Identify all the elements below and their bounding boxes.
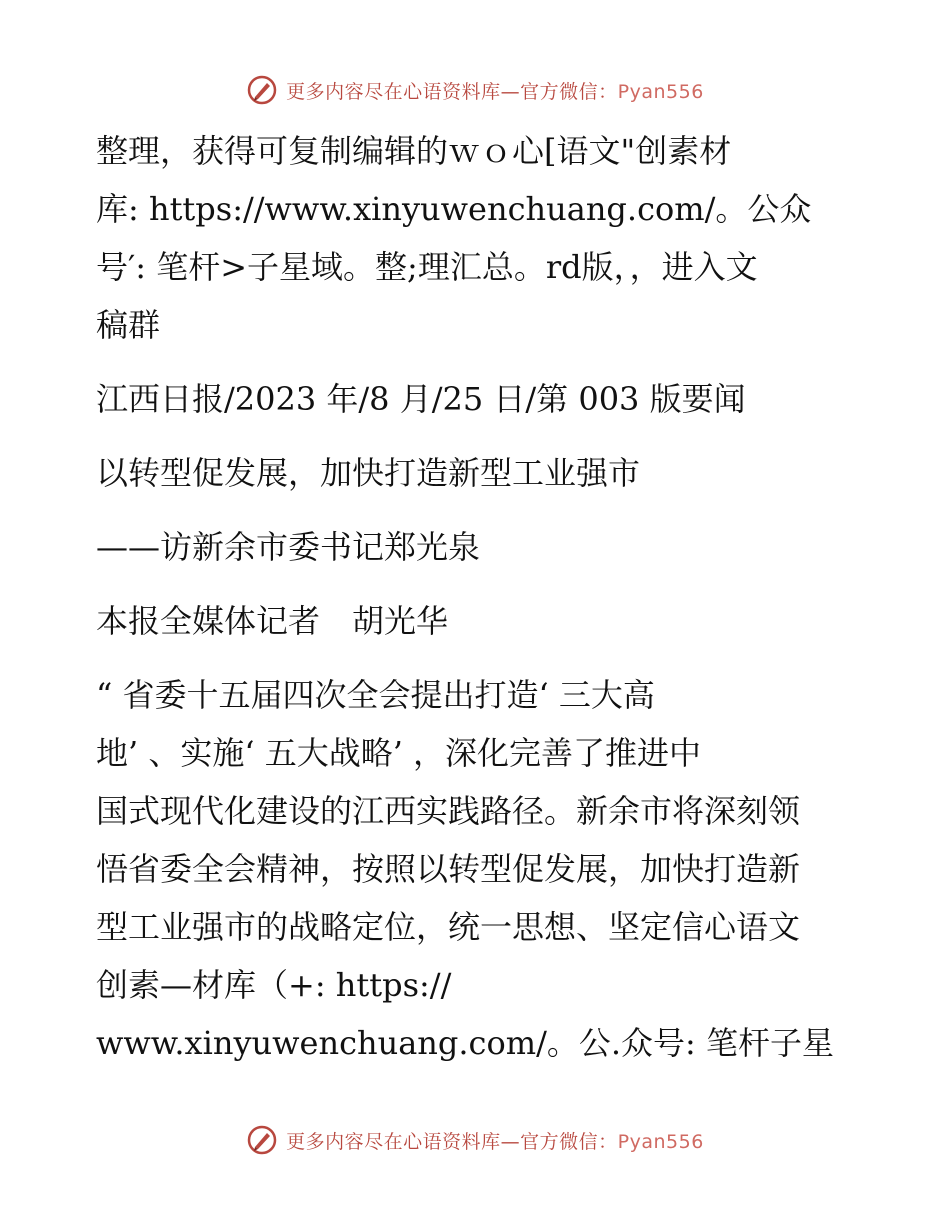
banner-text: 更多内容尽在心语资料库—官方微信：Pyan556 bbox=[286, 80, 704, 103]
intro-line: 库: https://www.xinyuwenchuang.com/。公众 bbox=[96, 190, 812, 228]
pen-logo-icon bbox=[246, 1124, 278, 1156]
body-line: 国式现代化建设的江西实践路径。新余市将深刻领 bbox=[96, 792, 801, 830]
document-body bbox=[96, 122, 856, 1072]
body-line: www.xinyuwenchuang.com/。公.众号: 笔杆子星 bbox=[96, 1024, 834, 1062]
body-line: 悟省委全会精神，按照以转型促发展，加快打造新 bbox=[96, 850, 801, 888]
subtitle: ——访新余市委书记郑光泉 bbox=[96, 528, 481, 566]
byline: 本报全媒体记者 胡光华 bbox=[96, 602, 449, 640]
header-banner bbox=[0, 70, 950, 110]
intro-line: 号′: 笔杆>子星域。整;理汇总。rd版，，进入文 bbox=[96, 248, 758, 286]
pen-logo-icon bbox=[246, 74, 278, 106]
wechat-handle: Pyan556 bbox=[617, 1130, 704, 1153]
body-line: 型工业强市的战略定位，统一思想、坚定信心语文 bbox=[96, 908, 801, 946]
footer-banner bbox=[0, 1120, 950, 1160]
banner-text: 更多内容尽在心语资料库—官方微信：Pyan556 bbox=[286, 1130, 704, 1153]
intro-line: 稿群 bbox=[96, 306, 161, 344]
headline: 以转型促发展，加快打造新型工业强市 bbox=[96, 454, 641, 492]
source-line: 江西日报/2023 年/8 月/25 日/第 003 版要闻 bbox=[96, 380, 746, 418]
body-line: 地’ 、实施‘ 五大战略’ ，深化完善了推进中 bbox=[96, 734, 702, 772]
wechat-handle: Pyan556 bbox=[617, 80, 704, 103]
body-line: “ 省委十五届四次全会提出打造‘ 三大高 bbox=[96, 676, 655, 714]
intro-line: 整理，获得可复制编辑的ｗｏ心[语文"创素材 bbox=[96, 132, 732, 170]
body-line: 创素—材库（+: https:// bbox=[96, 966, 452, 1004]
